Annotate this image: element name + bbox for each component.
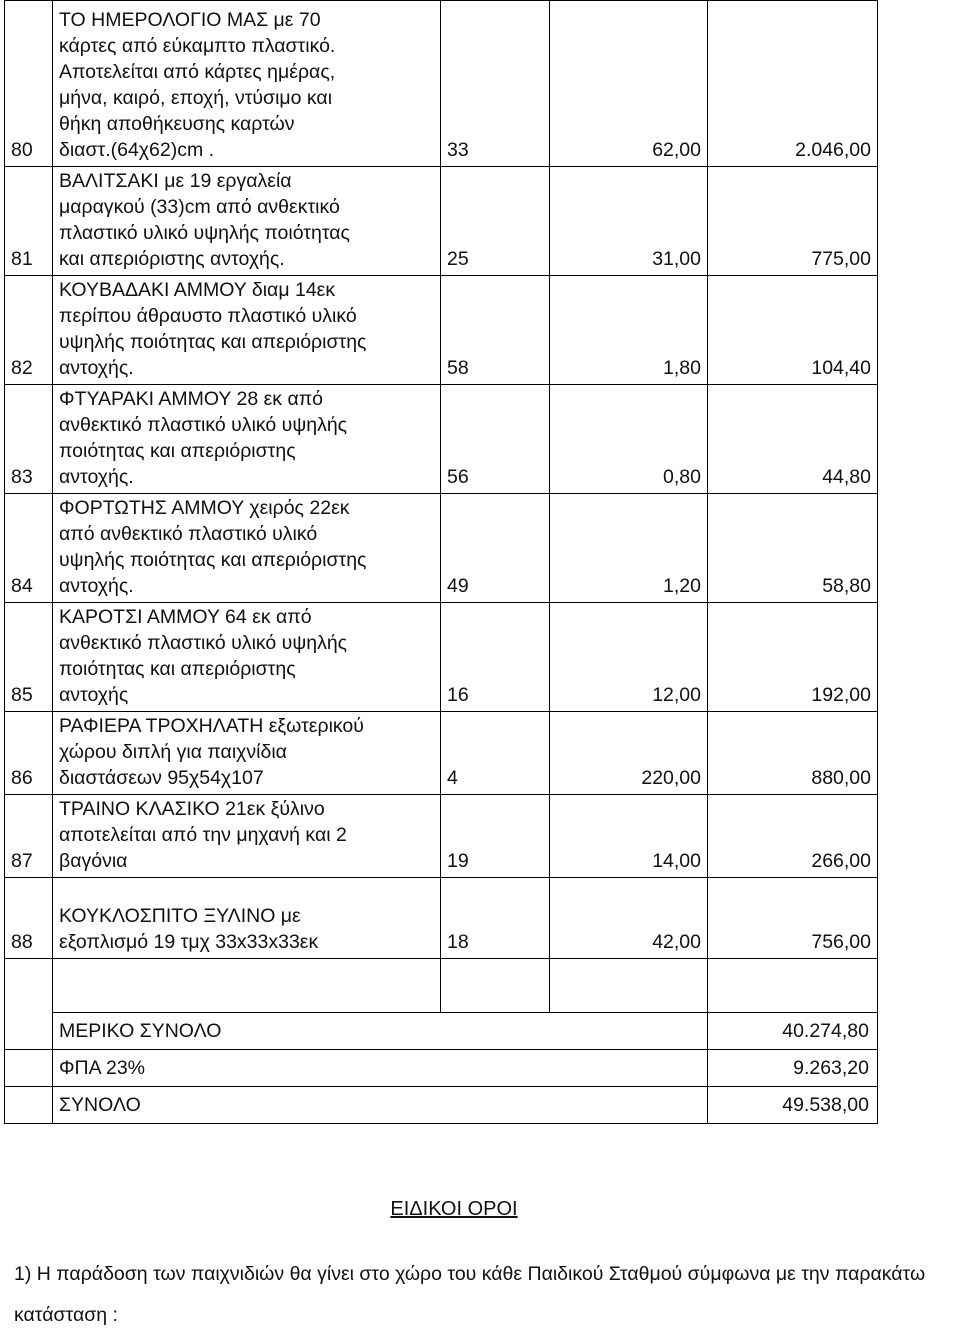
table-row xyxy=(5,878,878,959)
item-unit-price: 31,00 xyxy=(550,167,708,276)
item-description: ΚΟΥΚΛΟΣΠΙΤΟ ΞΥΛΙΝΟ με εξοπλισμό 19 τμχ 33x33x33εκ xyxy=(53,878,441,959)
item-quantity: 58 xyxy=(441,276,550,385)
item-total: 58,80 xyxy=(708,494,878,603)
item-description: ΡΑΦΙΕΡΑ ΤΡΟΧΗΛΑΤΗ εξωτερικού χώρου διπλή για παιχνίδια διαστάσεων 95χ54χ107 xyxy=(53,712,441,795)
empty-cell xyxy=(5,959,53,1013)
item-unit-price: 1,20 xyxy=(550,494,708,603)
item-description: ΚΟΥΒΑΔΑΚΙ ΑΜΜΟΥ διαμ 14εκ περίπου άθραυστο πλαστικό υλικό υψηλής ποιότητας και απεριόριστης αντοχής. xyxy=(53,276,441,385)
item-quantity: 33 xyxy=(441,1,550,167)
item-quantity: 56 xyxy=(441,385,550,494)
item-description: ΦΤΥΑΡΑΚΙ ΑΜΜΟΥ 28 εκ από ανθεκτικό πλαστικό υλικό υψηλής ποιότητας και απεριόριστης αντοχής. xyxy=(53,385,441,494)
table-row xyxy=(5,276,878,385)
empty-cell xyxy=(5,1087,53,1124)
item-total: 104,40 xyxy=(708,276,878,385)
item-unit-price: 12,00 xyxy=(550,603,708,712)
item-number: 87 xyxy=(5,795,53,878)
summary-label: ΣΥΝΟΛΟ xyxy=(53,1087,708,1124)
item-description: ΚΑΡΟΤΣΙ ΑΜΜΟΥ 64 εκ από ανθεκτικό πλαστικό υλικό υψηλής ποιότητας και απεριόριστης αντοχής xyxy=(53,603,441,712)
table-row xyxy=(5,494,878,603)
table-row xyxy=(5,1,878,167)
item-number: 86 xyxy=(5,712,53,795)
summary-label: ΜΕΡΙΚΟ ΣΥΝΟΛΟ xyxy=(53,1013,708,1050)
item-number: 88 xyxy=(5,878,53,959)
item-quantity: 25 xyxy=(441,167,550,276)
terms-paragraph: 1) Η παράδοση των παιχνιδιών θα γίνει στο χώρο του κάθε Παιδικού Σταθμού σύμφωνα με την παρακάτω κατάσταση : xyxy=(14,1263,926,1326)
summary-value: 40.274,80 xyxy=(708,1013,878,1050)
item-total: 44,80 xyxy=(708,385,878,494)
item-quantity: 49 xyxy=(441,494,550,603)
item-quantity: 19 xyxy=(441,795,550,878)
item-quantity: 16 xyxy=(441,603,550,712)
item-unit-price: 0,80 xyxy=(550,385,708,494)
item-number: 84 xyxy=(5,494,53,603)
empty-cell xyxy=(53,959,441,1013)
item-number: 85 xyxy=(5,603,53,712)
item-number: 80 xyxy=(5,1,53,167)
item-unit-price: 1,80 xyxy=(550,276,708,385)
item-total: 2.046,00 xyxy=(708,1,878,167)
items-table xyxy=(4,0,878,1124)
item-number: 81 xyxy=(5,167,53,276)
item-number: 83 xyxy=(5,385,53,494)
summary-label: ΦΠΑ 23% xyxy=(53,1050,708,1087)
item-total: 756,00 xyxy=(708,878,878,959)
summary-value: 49.538,00 xyxy=(708,1087,878,1124)
item-quantity: 18 xyxy=(441,878,550,959)
empty-cell xyxy=(5,1013,53,1050)
item-description: ΦΟΡΤΩΤΗΣ ΑΜΜΟΥ χειρός 22εκ από ανθεκτικό πλαστικό υλικό υψηλής ποιότητας και απεριόριστης αντοχής. xyxy=(53,494,441,603)
table-row xyxy=(5,603,878,712)
item-unit-price: 42,00 xyxy=(550,878,708,959)
summary-row xyxy=(5,1013,878,1050)
table-row xyxy=(5,385,878,494)
item-number: 82 xyxy=(5,276,53,385)
terms-title: ΕΙΔΙΚΟΙ ΟΡΟΙ xyxy=(390,1198,518,1220)
empty-cell xyxy=(5,1050,53,1087)
item-total: 192,00 xyxy=(708,603,878,712)
item-unit-price: 62,00 xyxy=(550,1,708,167)
item-unit-price: 220,00 xyxy=(550,712,708,795)
summary-row xyxy=(5,1087,878,1124)
item-total: 266,00 xyxy=(708,795,878,878)
summary-value: 9.263,20 xyxy=(708,1050,878,1087)
item-description: ΤΟ ΗΜΕΡΟΛΟΓΙΟ ΜΑΣ με 70 κάρτες από εύκαμπτο πλαστικό. Αποτελείται από κάρτες ημέρας, μήνα, καιρό, εποχή, ντύσιμο και θήκη αποθήκευσης καρτών διαστ.(64χ62)cm . xyxy=(53,1,441,167)
item-unit-price: 14,00 xyxy=(550,795,708,878)
empty-cell xyxy=(441,959,550,1013)
table-row xyxy=(5,712,878,795)
table-row xyxy=(5,167,878,276)
item-total: 880,00 xyxy=(708,712,878,795)
summary-row xyxy=(5,1050,878,1087)
spacer-row xyxy=(5,959,878,1013)
item-description: ΒΑΛΙΤΣΑΚΙ με 19 εργαλεία μαραγκού (33)cm από ανθεκτικό πλαστικό υλικό υψηλής ποιότητας και απεριόριστης αντοχής. xyxy=(53,167,441,276)
table-row xyxy=(5,795,878,878)
item-quantity: 4 xyxy=(441,712,550,795)
empty-cell xyxy=(708,959,878,1013)
item-description: ΤΡΑΙΝΟ ΚΛΑΣΙΚΟ 21εκ ξύλινο αποτελείται από την μηχανή και 2 βαγόνια xyxy=(53,795,441,878)
items-body xyxy=(5,1,878,1124)
empty-cell xyxy=(550,959,708,1013)
item-total: 775,00 xyxy=(708,167,878,276)
